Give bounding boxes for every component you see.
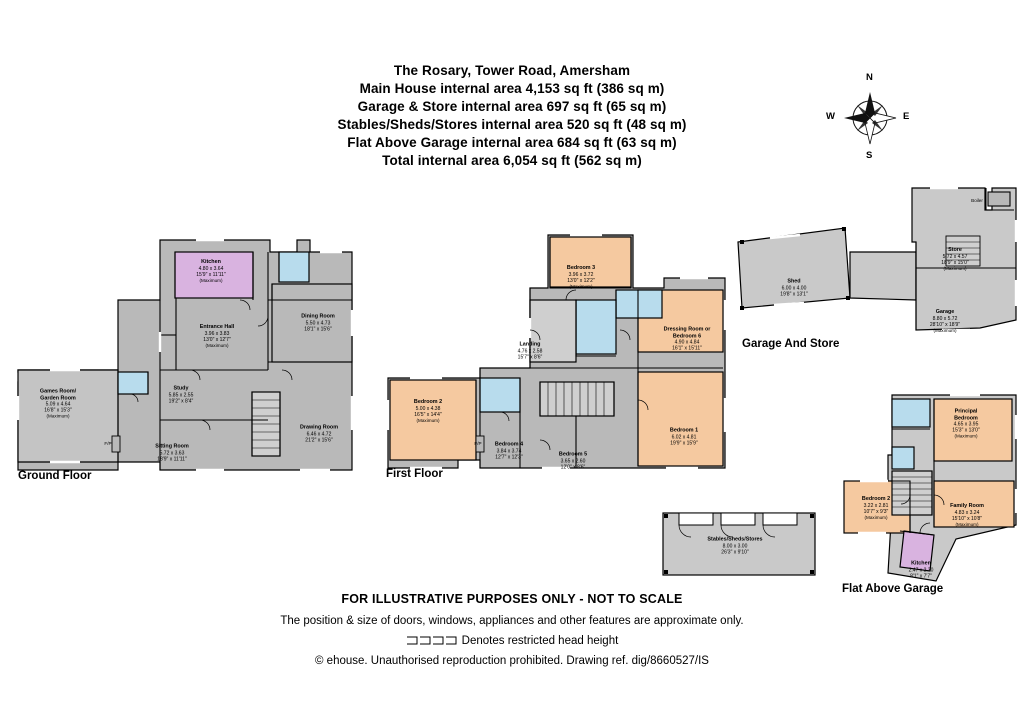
room-label-bedroom-2-first: Bedroom 2 5.00 x 4.38 16'5" x 14'4" (Maximum)	[413, 398, 443, 423]
room-label-bedroom-4: Bedroom 4 3.84 x 3.74 12'7" x 12'3"	[494, 441, 524, 461]
room-label-bedroom-1: Bedroom 1 6.02 x 4.81 19'9" x 15'9"	[669, 427, 699, 447]
room-label-stables-sheds-stores: Stables/Sheds/Stores 8.00 x 3.00 26'3" x 9'10"	[707, 536, 763, 556]
footer-copyright: © ehouse. Unauthorised reproduction prohibited. Drawing ref. dig/8660527/IS	[315, 655, 709, 667]
room-label-shed: Shed 6.00 x 4.00 19'8" x 13'1"	[780, 278, 808, 298]
room-label-garage: Garage 8.80 x 5.72 28'10" x 18'9" (Maximum)	[929, 308, 961, 333]
footer-key-label: Denotes restricted head height	[461, 635, 619, 647]
compass-label-east: E	[903, 111, 910, 122]
room-label-landing: Landing 4.76 x 2.58 15'7" x 8'6"	[517, 341, 543, 361]
room-label-dining-room: Dining Room 5.50 x 4.73 18'1" x 15'6"	[301, 313, 335, 333]
flat-above-garage-plan	[830, 385, 1024, 585]
compass-rose	[820, 72, 920, 164]
garage-and-store-plan	[730, 180, 1024, 360]
room-label-fireplace-ground: F/P	[104, 441, 112, 447]
floor-label-first: First Floor	[386, 468, 443, 480]
title-line-6: Total internal area 6,054 sq ft (562 sq m)	[382, 152, 642, 168]
room-label-boiler: Boiler	[971, 198, 983, 204]
compass-label-south: S	[866, 150, 873, 161]
title-line-1: The Rosary, Tower Road, Amersham	[393, 63, 631, 78]
first-floor-plan	[380, 0, 760, 500]
room-label-study: Study 5.85 x 2.55 19'2" x 8'4"	[168, 385, 194, 405]
title-line-4: Stables/Sheds/Stores internal area 520 sq ft (48 sq m)	[337, 116, 687, 132]
room-label-bedroom-3: Bedroom 3 3.96 x 3.72 13'0" x 12'2" (Maximum)	[566, 264, 596, 289]
title-line-2: Main House internal area 4,153 sq ft (386 sq m)	[359, 80, 665, 96]
room-label-bedroom-2-flat: Bedroom 2 3.22 x 2.81 10'7" x 9'3" (Maximum)	[861, 495, 891, 520]
floor-label-garage-store: Garage And Store	[742, 338, 840, 350]
room-label-store: Store 5.72 x 4.57 18'9" x 15'0" (Maximum)	[941, 246, 969, 271]
title-line-5: Flat Above Garage internal area 684 sq ft (63 sq m)	[347, 134, 677, 150]
room-label-entrance-hall: Entrance Hall 3.96 x 3.83 13'0" x 12'7" (Maximum)	[199, 323, 235, 348]
floor-label-ground: Ground Floor	[18, 470, 92, 482]
ground-floor-plan	[0, 0, 400, 500]
stables-sheds-stores-plan	[655, 505, 825, 585]
footer-disclaimer-secondary: The position & size of doors, windows, appliances and other features are approximate only.	[280, 615, 744, 627]
room-label-principal-bedroom: Principal Bedroom 4.65 x 3.95 15'3" x 13'0" (Maximum)	[952, 408, 980, 439]
room-label-sitting-room: Sitting Room 5.72 x 3.63 18'9" x 11'11"	[155, 443, 189, 463]
room-label-family-room: Family Room 4.83 x 3.24 15'10" x 10'8" (Maximum)	[950, 502, 984, 527]
room-label-fireplace-first: F/P	[474, 441, 482, 447]
title-line-3: Garage & Store internal area 697 sq ft (65 sq m)	[357, 98, 667, 114]
floor-label-flat-above-garage: Flat Above Garage	[842, 583, 944, 595]
compass-label-west: W	[826, 111, 835, 122]
room-label-kitchen-flat: Kitchen 2.47 x 2.30 8'1" x 7'7"	[908, 560, 934, 580]
compass-label-north: N	[866, 72, 873, 83]
room-label-bedroom-5: Bedroom 5 3.65 x 2.60 12'0" x 8'6"	[558, 451, 588, 471]
footer	[0, 592, 1024, 667]
footer-disclaimer-main: FOR ILLUSTRATIVE PURPOSES ONLY - NOT TO SCALE	[341, 592, 683, 606]
footer-key-line	[0, 635, 1024, 647]
room-label-kitchen-ground: Kitchen 4.80 x 3.64 15'9" x 11'11" (Maximum)	[196, 258, 226, 283]
restricted-head-height-key-icon	[406, 636, 458, 645]
room-label-games-garden-room: Games Room/ Garden Room 5.09 x 4.64 16'8" x 15'3" (Maximum)	[39, 388, 77, 419]
room-label-drawing-room: Drawing Room 6.46 x 4.72 21'2" x 15'6"	[299, 424, 339, 444]
room-label-dressing-room-bedroom-6: Dressing Room or Bedroom 6 4.90 x 4.84 16'1" x 15'11"	[663, 326, 711, 352]
